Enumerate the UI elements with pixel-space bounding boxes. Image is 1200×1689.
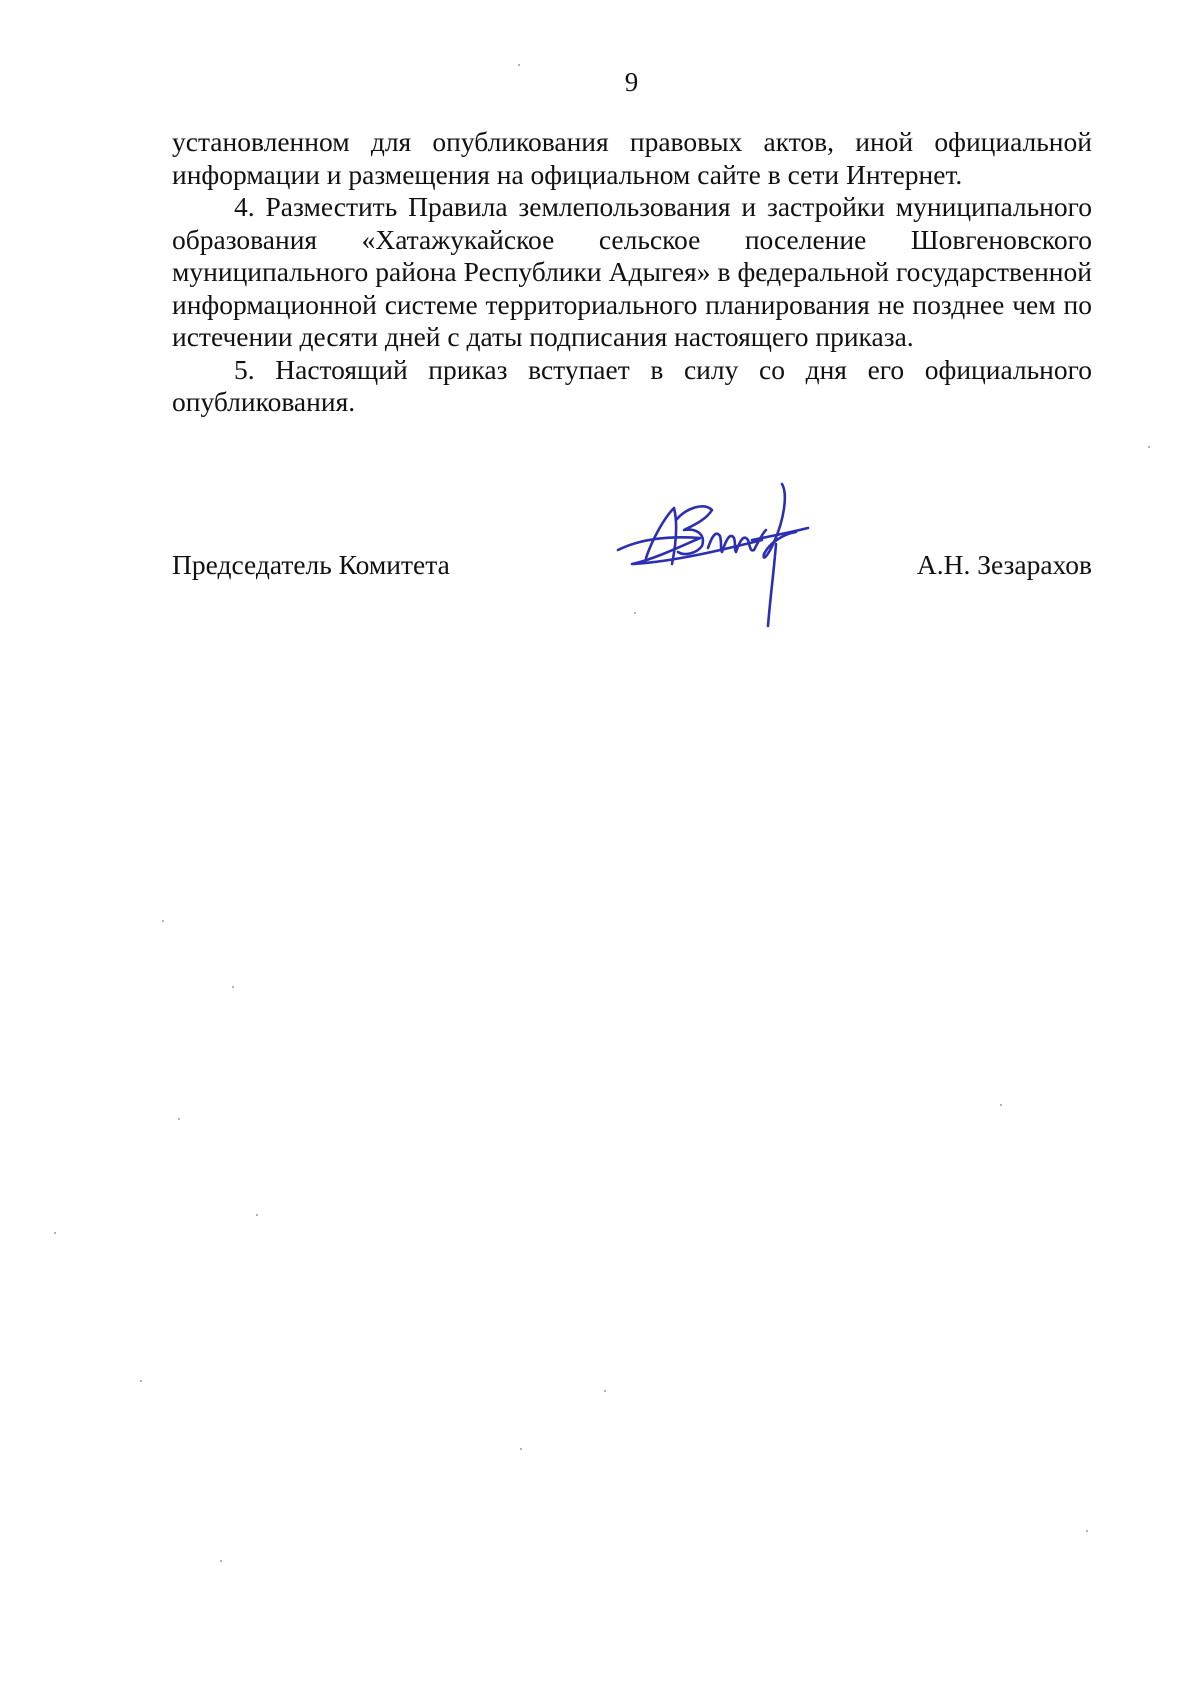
scan-speck bbox=[178, 1118, 180, 1120]
scan-speck bbox=[604, 1390, 606, 1392]
scan-speck bbox=[162, 920, 164, 922]
scan-speck bbox=[256, 1214, 258, 1216]
signatory-name: А.Н. Зезарахов bbox=[916, 549, 1092, 580]
scan-speck bbox=[232, 986, 234, 988]
document-body bbox=[172, 126, 1092, 419]
scan-speck bbox=[1000, 1104, 1002, 1106]
paragraph-item-4: 4. Разместить Правила землепользования и застройки муниципального образования «Хатажукайское сельское поселение Шовгеновского муниципального района Республики Адыгея» в федеральной государственной информационной системе территориального планирования не позднее чем по истечении десяти дней с даты подписания настоящего приказа. bbox=[172, 191, 1092, 352]
scan-speck bbox=[140, 1380, 142, 1382]
scan-speck bbox=[54, 1232, 56, 1234]
signatory-title: Председатель Комитета bbox=[172, 549, 450, 580]
scan-speck bbox=[220, 1560, 222, 1562]
scan-speck bbox=[634, 612, 636, 614]
handwritten-signature bbox=[612, 480, 832, 640]
scan-speck bbox=[1086, 1530, 1088, 1532]
scan-speck bbox=[520, 1448, 522, 1450]
paragraph-continuation: установленном для опубликования правовых актов, иной официальной информации и размещения на официальном сайте в сети Интернет. bbox=[172, 126, 1092, 190]
scan-speck bbox=[1148, 446, 1150, 448]
page-number: 9 bbox=[624, 67, 639, 97]
paragraph-item-5: 5. Настоящий приказ вступает в силу со дня его официального опубликования. bbox=[172, 353, 1092, 417]
scan-speck bbox=[518, 64, 520, 66]
